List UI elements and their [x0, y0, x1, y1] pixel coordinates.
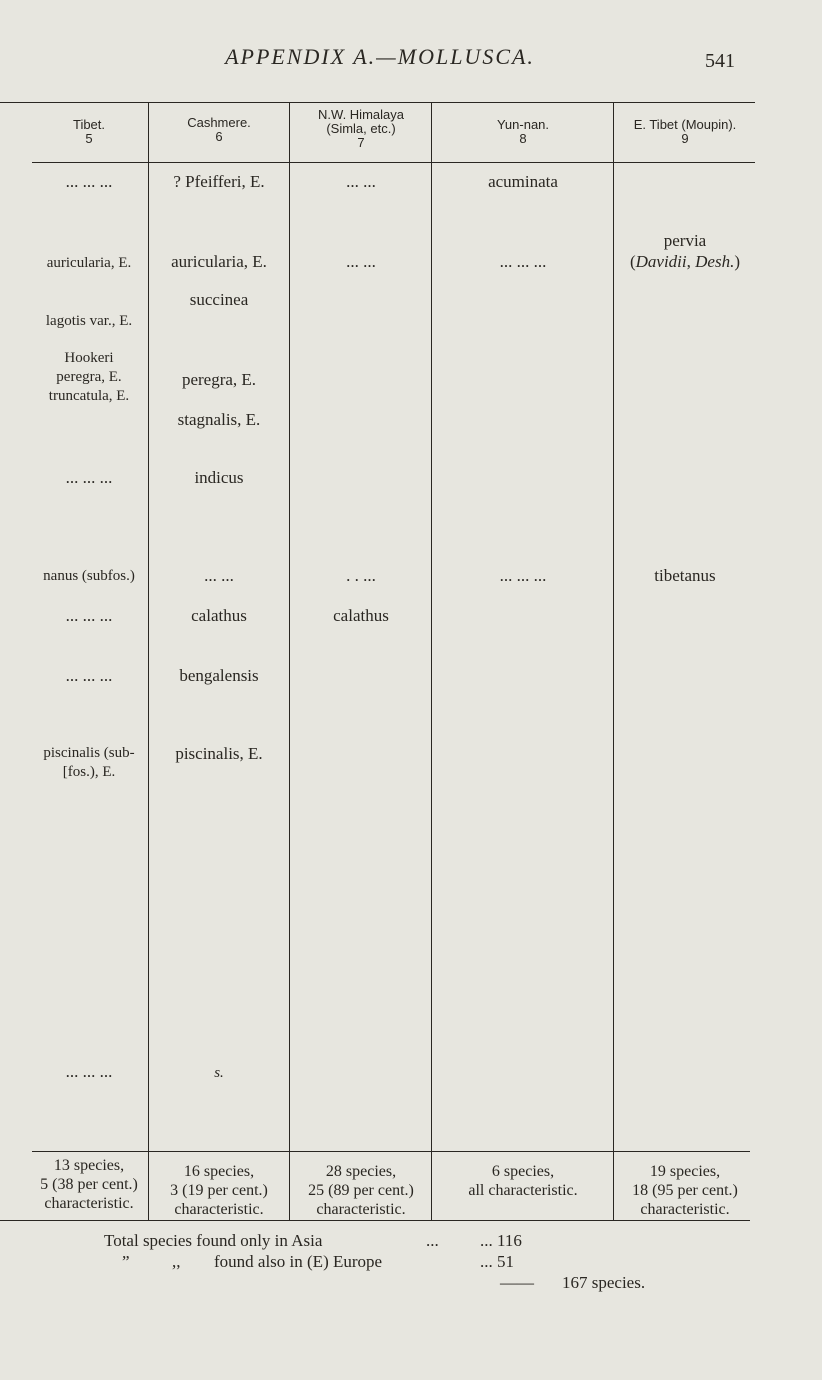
- table-cell: auricularia, E.: [46, 255, 132, 271]
- summary-line: all characteristic.: [468, 1182, 578, 1199]
- column-header-tibet: [32, 118, 146, 146]
- column-header-name: Cashmere.: [187, 115, 251, 130]
- table-cell: ... ... ...: [65, 666, 113, 685]
- table-cell: nanus (subfos.): [43, 568, 135, 584]
- page-number: 541: [705, 50, 735, 72]
- table-cell: ... ... ...: [65, 172, 113, 191]
- table-cell: ? Pfeifferi, E.: [173, 172, 265, 191]
- table-cell: tibetanus: [654, 566, 716, 585]
- table-cell: . . ...: [346, 566, 376, 585]
- column-header-number: 6: [215, 129, 223, 144]
- table-cell: ... ...: [346, 252, 376, 271]
- table-cell: piscinalis, E.: [175, 744, 263, 763]
- column-header-name: Yun-nan.: [496, 117, 550, 132]
- column-divider-3: [431, 102, 432, 1220]
- summary-line: characteristic.: [44, 1195, 134, 1212]
- summary-line: characteristic.: [174, 1201, 264, 1218]
- table-cell: stagnalis, E.: [177, 410, 261, 429]
- cell-text: truncatula, E.: [48, 388, 130, 404]
- table-cell: ... ... ...: [65, 1062, 113, 1081]
- column-header-number: 8: [519, 131, 527, 146]
- footer-top-rule: [32, 1151, 750, 1152]
- column-header-name-line1: N.W. Himalaya: [318, 107, 404, 122]
- totals-leader: ...: [426, 1231, 439, 1250]
- summary-line: 18 (95 per cent.): [632, 1182, 738, 1199]
- totals-sum-line: [500, 1272, 700, 1293]
- totals-sum: 167 species.: [562, 1273, 646, 1292]
- cell-text: Davidii: [635, 252, 687, 271]
- page-header-title: APPENDIX A.—MOLLUSCA.: [225, 44, 535, 69]
- summary-line: 3 (19 per cent.): [170, 1182, 268, 1199]
- table-cell: lagotis var., E.: [45, 313, 133, 329]
- table-cell: [32, 349, 146, 406]
- table-cell: [32, 744, 146, 782]
- table-top-rule: [0, 102, 755, 103]
- cell-text: peregra, E.: [56, 369, 122, 385]
- table-cell: calathus: [191, 606, 247, 625]
- totals-line-1: [104, 1230, 564, 1251]
- column-header-cashmere: [150, 116, 288, 144]
- header-bottom-rule: [32, 162, 755, 163]
- ditto-mark: ,,: [172, 1252, 181, 1271]
- cell-text: ,: [686, 252, 696, 271]
- table-cell: s.: [214, 1065, 224, 1081]
- table-cell: ... ...: [346, 172, 376, 191]
- column-header-number: 5: [85, 131, 93, 146]
- column-divider-1: [148, 102, 149, 1220]
- cell-text: ): [734, 252, 741, 271]
- table-cell: calathus: [333, 606, 389, 625]
- column-header-yunnan: [433, 118, 613, 146]
- column-header-number: 7: [357, 135, 365, 150]
- table-cell: ... ... ...: [65, 606, 113, 625]
- sum-rule: ——: [500, 1273, 534, 1292]
- totals-value: ... 51: [480, 1252, 514, 1271]
- summary-line: characteristic.: [316, 1201, 406, 1218]
- cell-text: Desh.: [695, 252, 735, 271]
- table-cell: auricularia, E.: [171, 252, 267, 271]
- table-cell: peregra, E.: [181, 370, 257, 389]
- column-header-east-tibet: [615, 118, 755, 146]
- totals-value: ... 116: [480, 1231, 522, 1250]
- summary-line: 13 species,: [53, 1157, 125, 1174]
- totals-label: found also in (E) Europe: [214, 1252, 383, 1271]
- summary-cell-yunnan: [433, 1162, 613, 1200]
- cell-text: piscinalis (sub-: [43, 745, 135, 761]
- table-cell: [615, 252, 755, 272]
- column-divider-4: [613, 102, 614, 1220]
- summary-line: 5 (38 per cent.): [40, 1176, 138, 1193]
- summary-cell-cashmere: [150, 1162, 288, 1219]
- summary-cell-tibet: [30, 1156, 148, 1213]
- table-cell: acuminata: [488, 172, 558, 191]
- cell-text: [fos.), E.: [62, 764, 116, 780]
- cell-text: (: [629, 252, 636, 271]
- column-header-name: Tibet.: [72, 117, 106, 132]
- column-header-name: E. Tibet (Moupin).: [633, 117, 737, 132]
- summary-line: 6 species,: [491, 1163, 555, 1180]
- column-header-nw-himalaya: [291, 108, 431, 150]
- column-header-name-line2: (Simla, etc.): [326, 121, 396, 136]
- column-header-number: 9: [681, 131, 689, 146]
- table-cell: pervia: [663, 231, 707, 250]
- table-cell: ... ...: [204, 566, 234, 585]
- summary-line: 19 species,: [649, 1163, 721, 1180]
- table-cell: ... ... ...: [499, 566, 547, 585]
- table-cell: bengalensis: [179, 666, 259, 685]
- summary-line: 25 (89 per cent.): [308, 1182, 414, 1199]
- summary-line: 28 species,: [325, 1163, 397, 1180]
- summary-cell-east-tibet: [615, 1162, 755, 1219]
- table-cell: succinea: [189, 290, 249, 309]
- table-cell: indicus: [194, 468, 244, 487]
- summary-line: 16 species,: [183, 1163, 255, 1180]
- ditto-mark: ”: [122, 1252, 130, 1271]
- totals-label: Total species found only in Asia: [104, 1231, 323, 1250]
- table-bottom-rule: [0, 1220, 750, 1221]
- summary-cell-nw-himalaya: [291, 1162, 431, 1219]
- table-cell: ... ... ...: [65, 468, 113, 487]
- column-divider-2: [289, 102, 290, 1220]
- cell-text: Hookeri: [64, 350, 114, 366]
- table-cell: ... ... ...: [499, 252, 547, 271]
- summary-line: characteristic.: [640, 1201, 730, 1218]
